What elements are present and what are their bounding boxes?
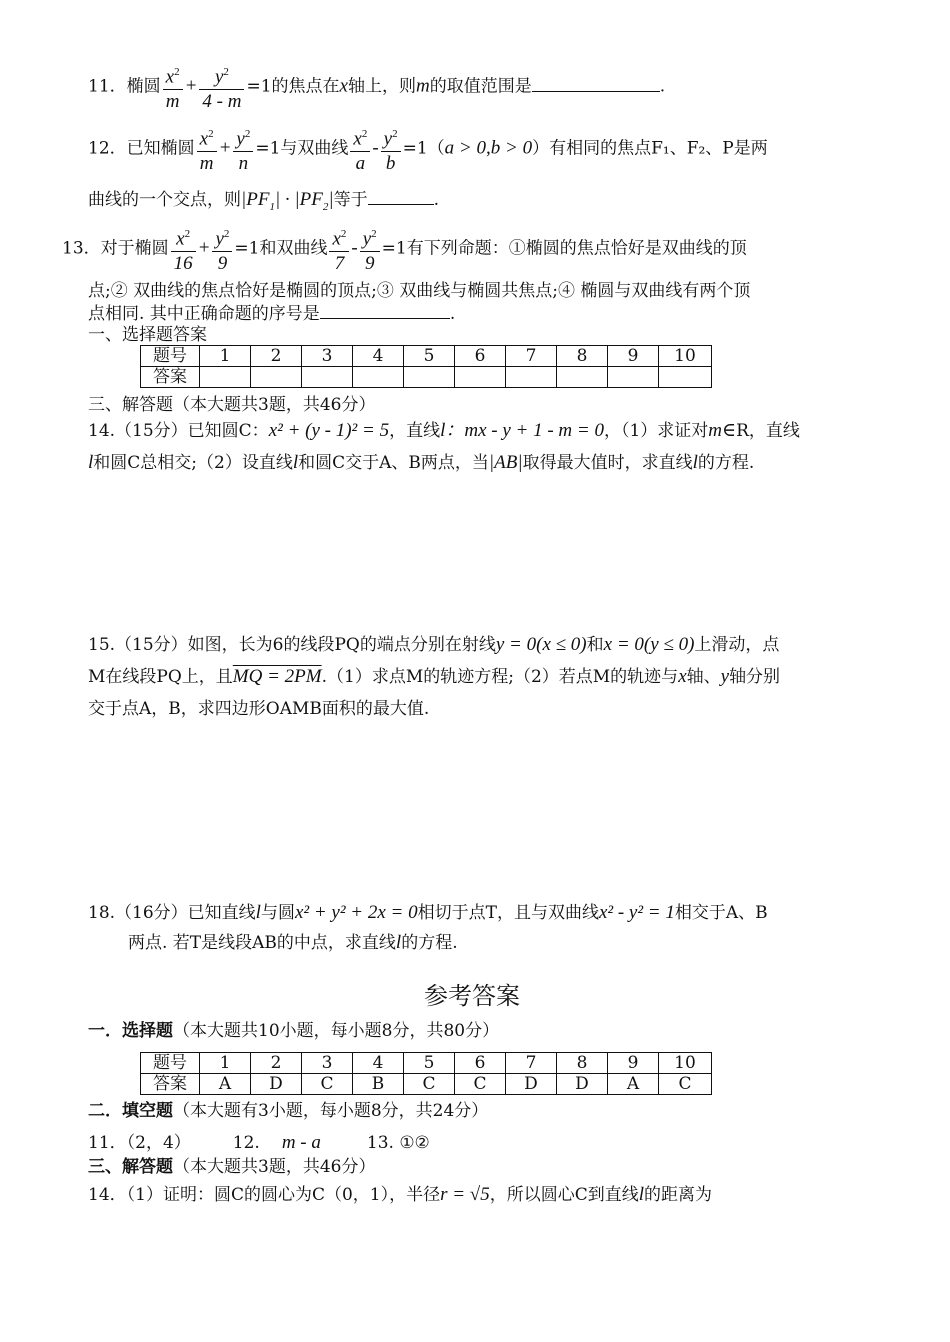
fraction: $\frac{y^2}{9}$ xyxy=(360,222,380,276)
fraction: $\frac{y^2}{4 - m}$ xyxy=(199,60,244,114)
answer-table-filled xyxy=(140,1052,712,1095)
answer-cell[interactable] xyxy=(608,367,659,388)
fill-answers: 11．（2，4） 12. m - a 13. ①② xyxy=(88,1132,430,1153)
answer-cell[interactable] xyxy=(251,367,302,388)
answer-section-2: 二．填空题（本大题有3小题，每小题8分，共24分） xyxy=(88,1101,489,1121)
answer-cell[interactable] xyxy=(455,367,506,388)
answer-section-3: 三、解答题（本大题共3题，共46分） xyxy=(88,1157,376,1177)
answer-blank[interactable] xyxy=(532,75,660,92)
fraction: $\frac{x^2}{m}$ xyxy=(197,122,217,176)
fraction: $\frac{x^2}{7}$ xyxy=(329,222,349,276)
question-15: 15.（15分）如图，长为6的线段PQ的端点分别在射线y = 0(x ≤ 0)和x = 0(y ≤ 0)上滑动，点 xyxy=(88,634,780,655)
answer-blank[interactable] xyxy=(368,188,434,205)
answer-cell[interactable] xyxy=(404,367,455,388)
fraction: $\frac{y^2}{n}$ xyxy=(233,122,253,176)
question-13: 13．对于椭圆 $\frac{x^2}{16}$ + $\frac{y^2}{9}$ =1和双曲线 $\frac{x^2}{7}$ - $\frac{y^2}{9}$ =1有下列命题：①椭圆的焦点恰好是双曲线的顶 xyxy=(62,222,747,282)
answer-table-blank xyxy=(140,345,712,388)
answer-14: 14．（1）证明：圆C的圆心为C（0，1），半径r = √5，所以圆心C到直线l的距离为 xyxy=(88,1184,713,1205)
table-row: 答案 xyxy=(141,367,712,388)
question-14-line2: l和圆C总相交;（2）设直线l和圆C交于A、B两点，当|AB|取得最大值时，求直线l的方程. xyxy=(88,452,755,473)
section-heading: 三、解答题（本大题共3题，共46分） xyxy=(88,395,376,415)
question-15-line3: 交于点A，B，求四边形OAMB面积的最大值. xyxy=(88,699,430,719)
fraction: $\frac{y^2}{b}$ xyxy=(381,122,401,176)
question-12: 12．已知椭圆 $\frac{x^2}{m}$ + $\frac{y^2}{n}$ =1与双曲线 $\frac{x^2}{a}$ - $\frac{y^2}{b}$ =1（a > 0,b > 0）有相同的焦点F₁、F₂、P是两 xyxy=(88,122,768,182)
answer-cell[interactable] xyxy=(506,367,557,388)
answer-cell[interactable] xyxy=(200,367,251,388)
question-14: 14.（15分）已知圆C：x² + (y - 1)² = 5，直线l：mx - y + 1 - m = 0，（1）求证对m∈R，直线 xyxy=(88,420,800,441)
answer-section-1: 一．选择题（本大题共10小题，每小题8分，共80分） xyxy=(88,1021,500,1041)
answer-cell[interactable] xyxy=(659,367,712,388)
fraction: $\frac{x^2}{a}$ xyxy=(350,122,370,176)
question-13-line2: 点;② 双曲线的焦点恰好是椭圆的顶点;③ 双曲线与椭圆共焦点;④ 椭圆与双曲线有两个顶 xyxy=(88,281,751,301)
question-12-line2: 曲线的一个交点，则$|PF_1| \cdot |PF_2|$等于 . xyxy=(88,189,439,213)
question-18-line2: 两点. 若T是线段AB的中点，求直线l的方程. xyxy=(128,932,458,953)
answer-cell[interactable] xyxy=(557,367,608,388)
answer-cell[interactable] xyxy=(353,367,404,388)
table-row: 题号 1 2 3 4 5 6 7 8 9 10 xyxy=(141,1053,712,1074)
question-11: 11．椭圆 $\frac{x^2}{m}$ + $\frac{y^2}{4 - m}$ =1的焦点在x轴上，则m的取值范围是 . xyxy=(88,60,665,120)
fraction: $\frac{x^2}{16}$ xyxy=(171,222,196,276)
question-15-line2: M在线段PQ上，且MQ = 2PM.（1）求点M的轨迹方程;（2）若点M的轨迹与x轴、y轴分别 xyxy=(88,666,781,687)
table-row: 答案 A D C B C C D D A C xyxy=(141,1074,712,1095)
page-title: 参考答案 xyxy=(424,982,520,1010)
table-row: 题号 1 2 3 4 5 6 7 8 9 10 xyxy=(141,346,712,367)
question-13-line3: 点相同. 其中正确命题的序号是 . xyxy=(88,304,456,324)
fraction: $\frac{y^2}{9}$ xyxy=(212,222,232,276)
answer-blank[interactable] xyxy=(320,302,450,319)
fraction: $\frac{x^2}{m}$ xyxy=(163,60,183,114)
section-heading: 一、选择题答案 xyxy=(88,325,207,345)
answer-cell[interactable] xyxy=(302,367,353,388)
question-18: 18.（16分）已知直线l与圆x² + y² + 2x = 0相切于点T，且与双曲线x² - y² = 1相交于A、B xyxy=(88,902,768,923)
